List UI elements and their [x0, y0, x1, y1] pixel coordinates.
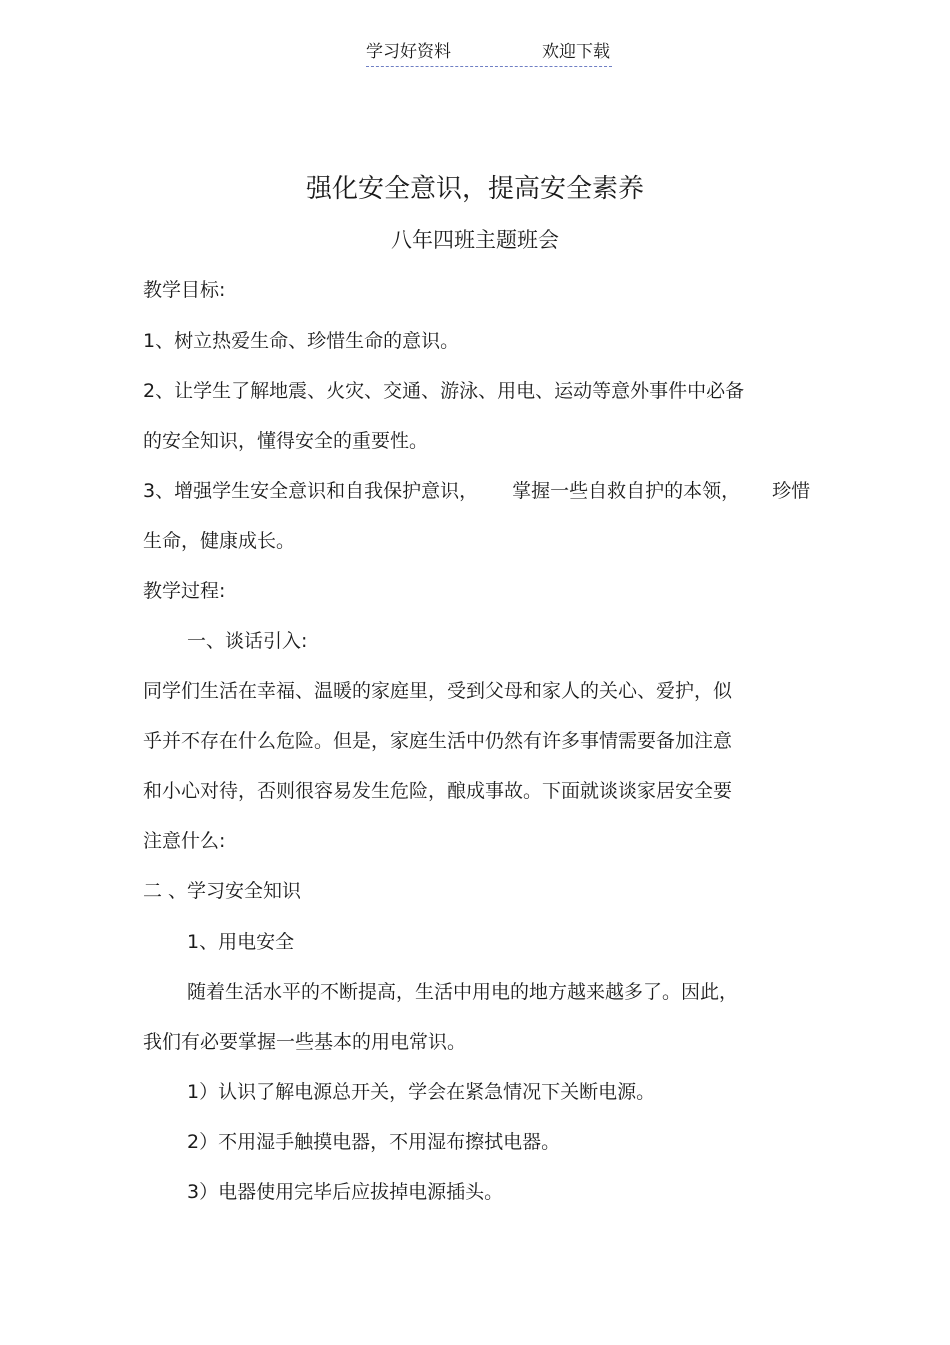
goal-1: 1、树立热爱生命、珍惜生命的意识。 [143, 330, 460, 352]
document-title: 强化安全意识，提高安全素养 [305, 174, 644, 204]
intro-line-3: 和小心对待，否则很容易发生危险，酿成事故。下面就谈谈家居安全要 [143, 780, 733, 802]
electricity-para-line-2: 我们有必要掌握一些基本的用电常识。 [143, 1031, 467, 1053]
safety-tip-2: 2）不用湿手触摸电器，不用湿布擦拭电器。 [187, 1131, 561, 1153]
safety-tip-3: 3）电器使用完毕后应拔掉电源插头。 [187, 1181, 504, 1203]
document-subtitle: 八年四班主题班会 [391, 228, 559, 252]
goal-3-part-a: 3、增强学生安全意识和自我保护意识， [143, 480, 479, 502]
subsection-1-heading: 1、用电安全 [187, 931, 295, 953]
goal-3-line-1 [143, 478, 810, 504]
page-header [366, 40, 612, 67]
goals-heading: 教学目标: [143, 279, 226, 301]
intro-line-4: 注意什么: [143, 830, 226, 852]
intro-line-2: 乎并不存在什么危险。但是，家庭生活中仍然有许多事情需要备加注意 [143, 730, 733, 752]
goal-3-part-b: 掌握一些自救自护的本领， [512, 480, 741, 502]
section-1-heading: 一、谈话引入: [187, 630, 308, 652]
goal-3-part-c: 珍惜 [772, 480, 811, 502]
intro-line-1: 同学们生活在幸福、温暖的家庭里，受到父母和家人的关心、爱护，似 [143, 680, 733, 702]
header-right-text: 欢迎下载 [542, 42, 610, 62]
section-2-heading: 二 、学习安全知识 [143, 880, 302, 902]
header-left-text: 学习好资料 [366, 42, 451, 62]
safety-tip-1: 1）认识了解电源总开关，学会在紧急情况下关断电源。 [187, 1081, 656, 1103]
goal-2-line-2: 的安全知识，懂得安全的重要性。 [143, 430, 429, 452]
electricity-para-line-1: 随着生活水平的不断提高，生活中用电的地方越来越多了。因此， [187, 981, 739, 1003]
process-heading: 教学过程: [143, 580, 226, 602]
goal-2-line-1: 2、让学生了解地震、火灾、交通、游泳、用电、运动等意外事件中必备 [143, 380, 745, 402]
goal-3-line-2: 生命，健康成长。 [143, 530, 296, 552]
